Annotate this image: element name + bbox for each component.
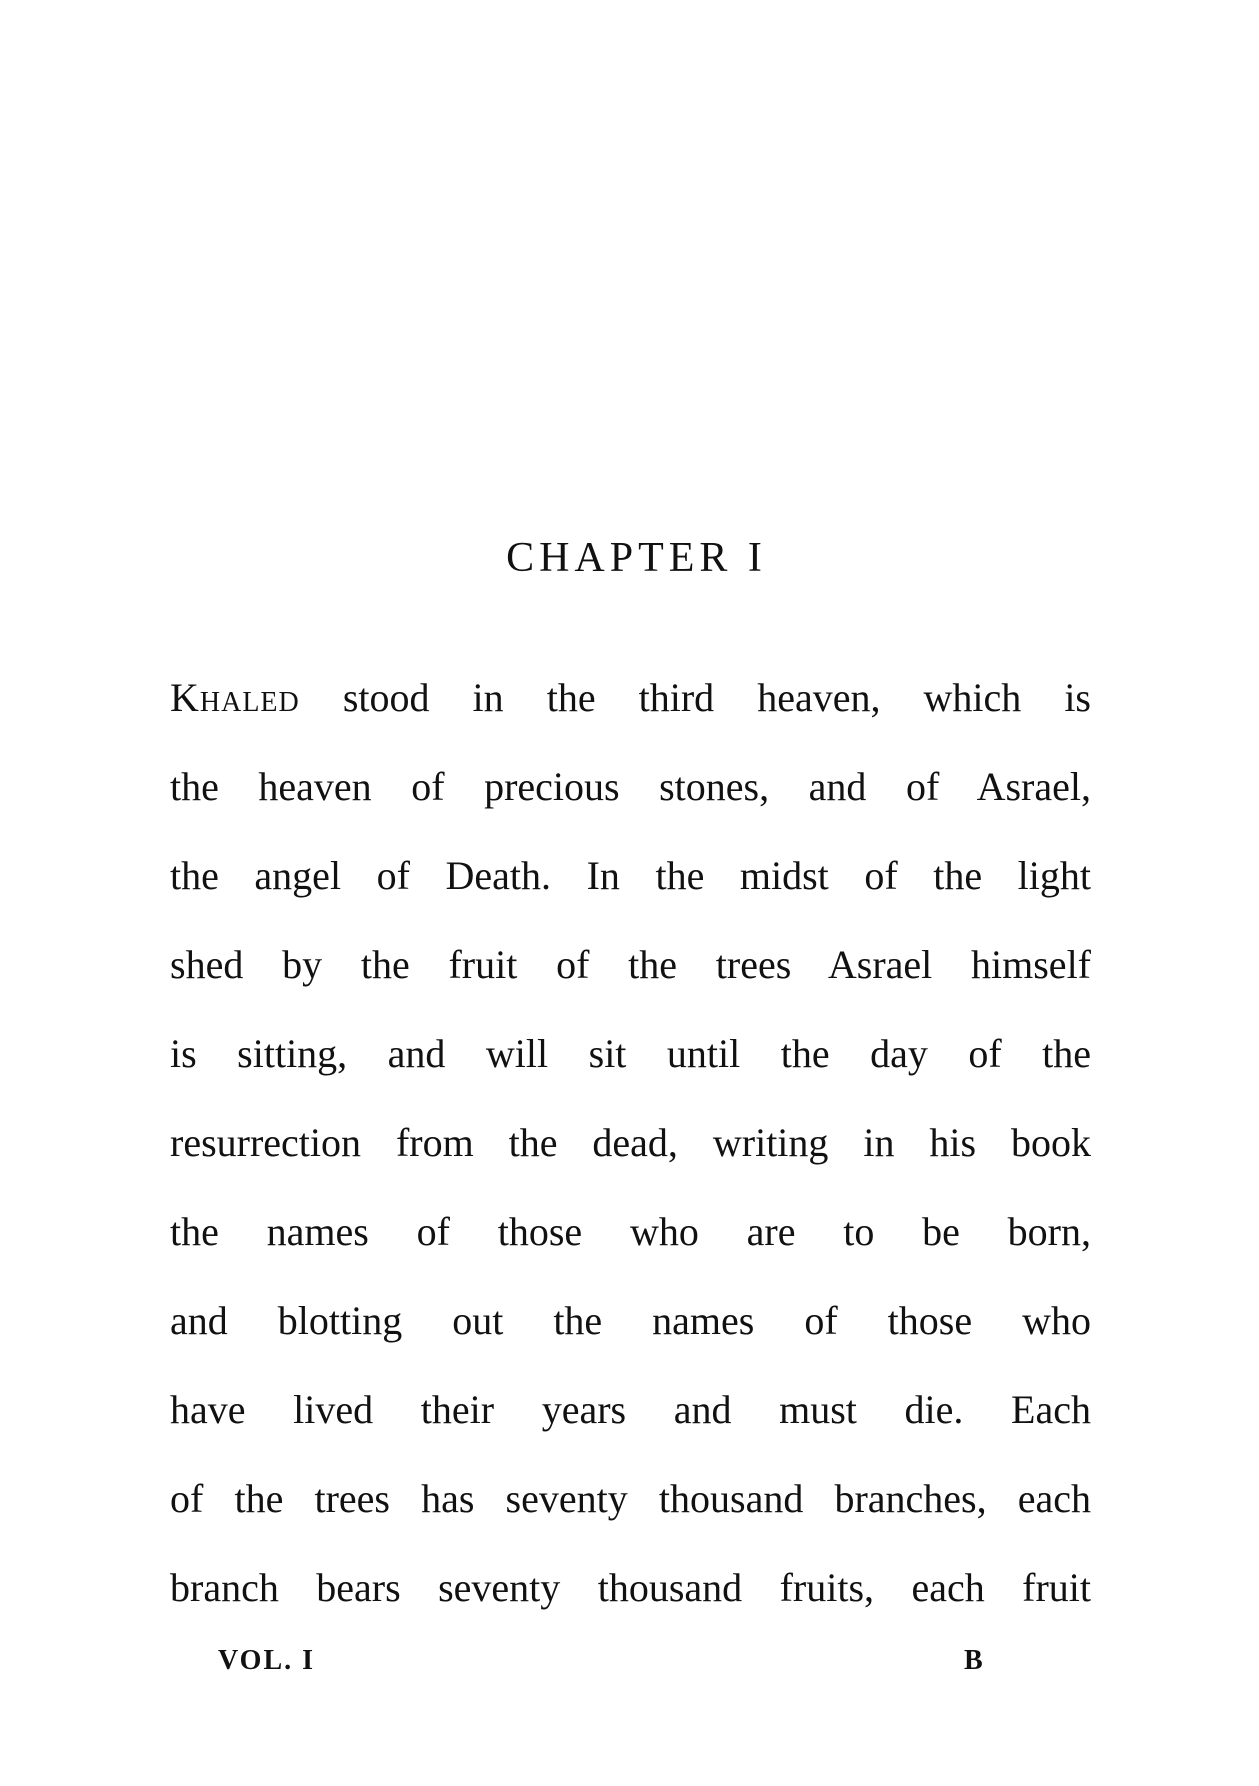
text-line-1 xyxy=(170,671,1091,760)
text-line-6: resurrection from the dead, writing in his book xyxy=(170,1120,1091,1165)
lead-word: Khaled xyxy=(170,675,300,720)
chapter-heading: CHAPTER I xyxy=(506,535,767,581)
text-line-11: branch bears seventy thousand fruits, each fruit xyxy=(170,1565,1091,1610)
text-line-1-rest: stood in the third heaven, which is xyxy=(342,675,1091,720)
body-text xyxy=(170,671,1091,1650)
text-line-3: the angel of Death. In the midst of the light xyxy=(170,853,1091,898)
text-line-4: shed by the fruit of the trees Asrael himself xyxy=(170,942,1091,987)
volume-marker: VOL. I xyxy=(218,1645,316,1676)
text-line-5: is sitting, and will sit until the day of the xyxy=(170,1031,1091,1076)
text-line-2: the heaven of precious stones, and of Asrael, xyxy=(170,764,1091,809)
text-line-7: the names of those who are to be born, xyxy=(170,1209,1091,1254)
text-line-10: of the trees has seventy thousand branches, each xyxy=(170,1476,1091,1521)
signature-mark: B xyxy=(964,1645,983,1676)
text-line-8: and blotting out the names of those who xyxy=(170,1298,1091,1343)
text-line-9: have lived their years and must die. Each xyxy=(170,1387,1091,1432)
